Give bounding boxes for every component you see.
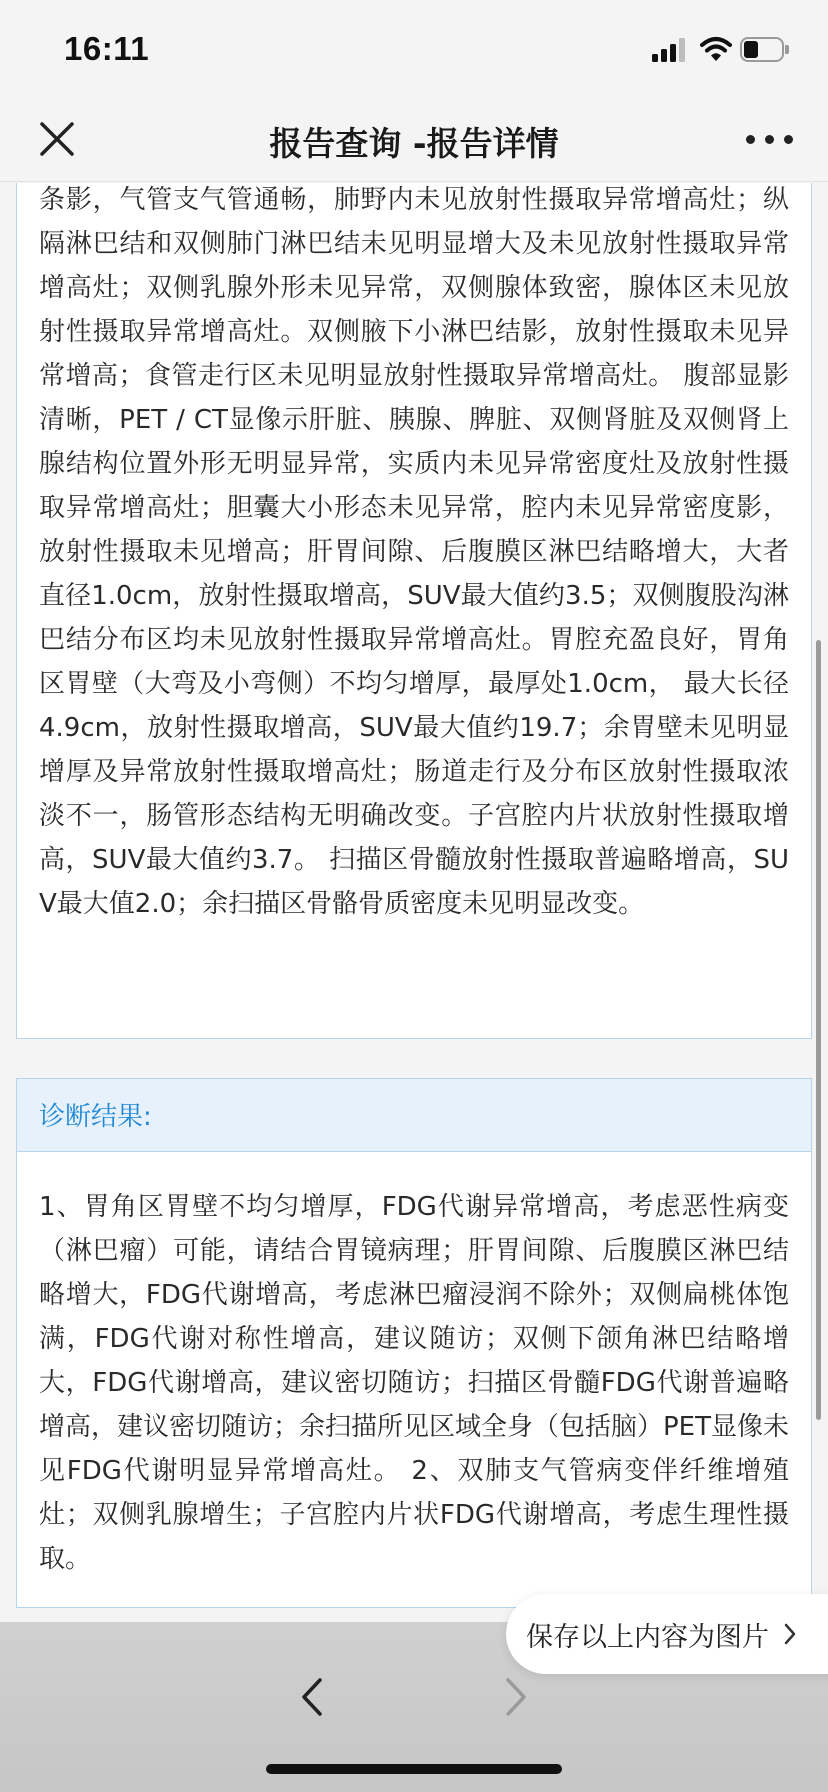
forward-arrow-icon[interactable]	[496, 1674, 536, 1720]
findings-card	[16, 183, 812, 1039]
findings-text: 条影，气管支气管通畅，肺野内未见放射性摄取异常增高灶；纵隔淋巴结和双侧肺门淋巴结未见明显增大及未见放射性摄取异常增高灶；双侧乳腺外形未见异常，双侧腺体致密，腺体区未见放射性摄取异常增高灶。双侧腋下小淋巴结影，放射性摄取未见异常增高；食管走行区未见明显放射性摄取异常增高灶。 腹部显影清晰，PET / CT显像示肝脏、胰腺、脾脏、双侧肾脏及双侧肾上腺结构位置外形无明显异常，实质内未见异常密度灶及放射性摄取异常增高灶；胆囊大小形态未见异常，腔内未见异常密度影，放射性摄取未见增高；肝胃间隙、后腹膜区淋巴结略增大，大者直径1.0cm，放射性摄取增高，SUV最大值约3.5；双侧腹股沟淋巴结分布区均未见放射性摄取异常增高灶。胃腔充盈良好，胃角区胃壁（大弯及小弯侧）不均匀增厚，最厚处1.0cm， 最大长径4.9cm，放射性摄取增高，SUV最大值约19.7；余胃壁未见明显增厚及异常放射性摄取增高灶；肠道走行及分布区放射性摄取浓淡不一，肠管形态结构无明确改变。子宫腔内片状放射性摄取增高，SUV最大值约3.7。 扫描区骨髓放射性摄取普遍略增高，SUV最大值2.0；余扫描区骨骼骨质密度未见明显改变。	[39, 185, 789, 919]
cellular-signal-icon	[652, 38, 688, 62]
battery-level	[744, 41, 758, 58]
report-content[interactable]	[0, 183, 828, 1623]
more-options-icon[interactable]	[744, 130, 796, 150]
home-indicator[interactable]	[266, 1764, 562, 1774]
nav-bar	[0, 100, 828, 182]
diagnosis-text: 1、胃角区胃壁不均匀增厚，FDG代谢异常增高，考虑恶性病变（淋巴瘤）可能，请结合胃镜病理；肝胃间隙、后腹膜区淋巴结略增大，FDG代谢增高，考虑淋巴瘤浸润不除外；双侧扁桃体饱满，FDG代谢对称性增高，建议随访；双侧下颌角淋巴结略增大，FDG代谢增高，建议密切随访；扫描区骨髓FDG代谢普遍略增高，建议密切随访；余扫描所见区域全身（包括脑）PET显像未见FDG代谢明显异常增高灶。 2、双肺支气管病变伴纤维增殖灶；双侧乳腺增生；子宫腔内片状FDG代谢增高，考虑生理性摄取。	[39, 1192, 789, 1574]
scrollbar[interactable]	[816, 640, 821, 1420]
save-as-image-label: 保存以上内容为图片	[526, 1621, 769, 1653]
battery-icon	[740, 37, 788, 62]
diagnosis-header	[17, 1079, 811, 1152]
status-bar	[0, 0, 828, 100]
chevron-right-icon	[783, 1622, 797, 1646]
diagnosis-card	[16, 1078, 812, 1608]
save-as-image-button[interactable]	[506, 1594, 828, 1674]
wifi-icon	[700, 36, 732, 62]
back-arrow-icon[interactable]	[292, 1674, 332, 1720]
status-time: 16:11	[64, 30, 150, 67]
page-title: 报告查询 -报告详情	[269, 124, 559, 163]
diagnosis-title: 诊断结果:	[39, 1102, 152, 1132]
